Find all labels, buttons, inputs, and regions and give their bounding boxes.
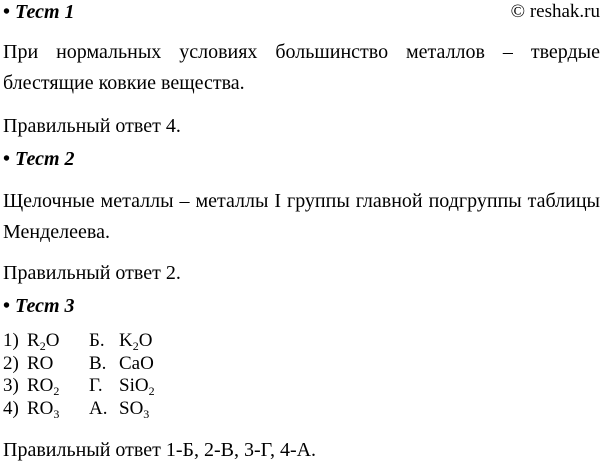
- test-1-answer: Правильный ответ 4.: [3, 115, 181, 137]
- general-formula: $RO_3$: [27, 397, 60, 421]
- bullet: •: [3, 295, 11, 317]
- watermark: © reshak.ru: [510, 1, 600, 22]
- test-3-heading: [3, 294, 75, 318]
- general-formula: RO: [27, 352, 54, 374]
- row-number: 4): [3, 397, 19, 419]
- option-letter: В.: [89, 352, 107, 374]
- test-2-heading: [3, 147, 75, 171]
- test-1-heading: [3, 0, 75, 24]
- general-formula: $RO_2$: [27, 375, 60, 398]
- test-3-answer: Правильный ответ 1-Б, 2-В, 3-Г, 4-А.: [3, 439, 317, 461]
- bullet: •: [3, 148, 11, 170]
- test-1-text: При нормальных условиях большинство металлов – твердые блестящие ковкие вещества.: [3, 41, 600, 94]
- option-letter: Г.: [89, 375, 103, 396]
- test-2-text: Щелочные металлы – металлы I группы главной подгруппы таблицы Менделеева.: [3, 190, 600, 243]
- row-number: 2): [3, 352, 19, 374]
- compound-formula: CaO: [119, 352, 154, 374]
- row-number: 3): [3, 375, 19, 396]
- compound-formula: SiO$_2$: [119, 375, 155, 398]
- option-letter: Б.: [89, 330, 105, 351]
- compound-formula: $K_2O$: [119, 330, 153, 353]
- test-3-title: Тест 3: [15, 295, 75, 317]
- option-letter: А.: [89, 397, 108, 419]
- row-number: 1): [3, 330, 19, 351]
- general-formula: $R_2O$: [27, 330, 60, 353]
- test-1-title: Тест 1: [15, 1, 75, 23]
- bullet: •: [3, 1, 11, 23]
- test-2-title: Тест 2: [15, 148, 75, 170]
- compound-formula: $SO_3$: [119, 397, 150, 421]
- test-2-answer: Правильный ответ 2.: [3, 262, 181, 284]
